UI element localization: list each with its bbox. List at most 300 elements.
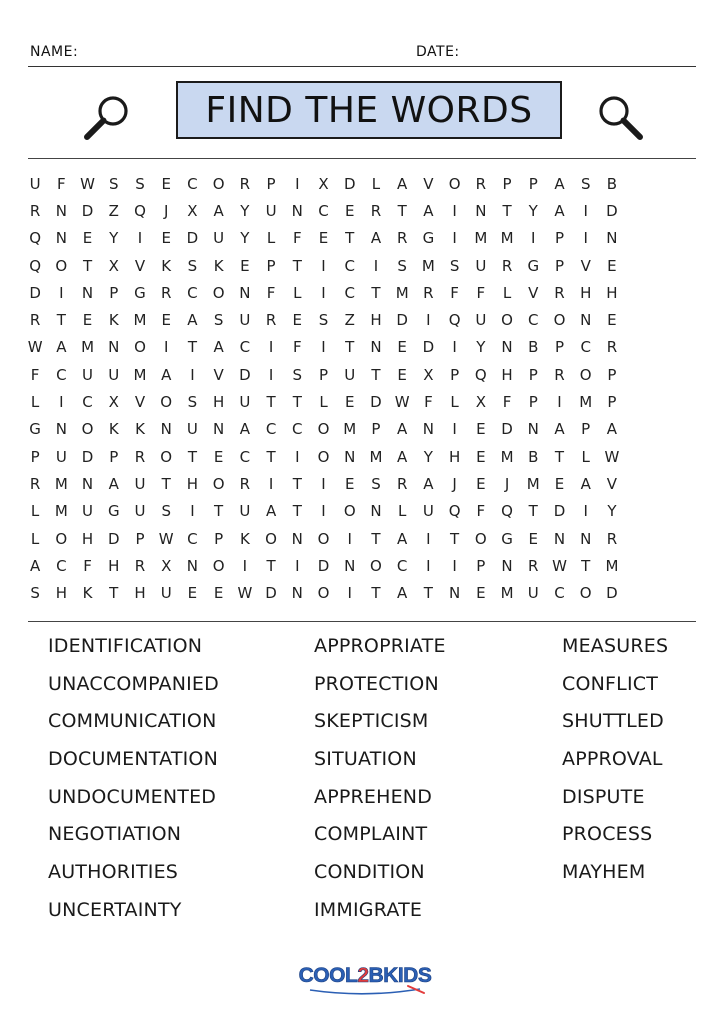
grid-letter: I (295, 174, 300, 193)
grid-letter: I (452, 201, 457, 220)
grid-letter: O (579, 365, 592, 384)
grid-letter: A (397, 420, 408, 439)
grid-letter: P (318, 365, 329, 384)
grid-letter: R (528, 556, 539, 575)
grid-letter: R (501, 256, 513, 275)
grid-letter: F (292, 229, 302, 248)
word-item: APPROPRIATE (314, 635, 446, 657)
grid-letter: O (448, 174, 461, 193)
word-item: MAYHEM (562, 861, 646, 884)
grid-letter: T (214, 502, 224, 521)
word-item: COMPLAINT (314, 823, 428, 846)
grid-letter: H (81, 529, 94, 548)
grid-letter: A (606, 420, 618, 439)
grid-row (22, 225, 704, 252)
grid-letter: L (293, 283, 302, 302)
grid-row (22, 579, 704, 606)
grid-letter: C (554, 584, 565, 603)
grid-letter: C (396, 556, 408, 575)
grid-letter: O (265, 529, 277, 548)
word-item: MEASURES (562, 635, 669, 657)
grid-letter: R (554, 365, 565, 384)
grid-letter: F (424, 393, 433, 412)
grid-letter: O (343, 502, 356, 521)
grid-letter: A (370, 229, 382, 248)
grid-letter: U (82, 365, 94, 384)
grid-letter: N (606, 229, 618, 248)
grid-letter: O (160, 447, 173, 466)
grid-letter: D (317, 556, 330, 575)
grid-letter: N (239, 283, 251, 302)
grid-letter: O (55, 256, 68, 275)
grid-letter: I (268, 365, 274, 384)
grid-letter: U (239, 311, 251, 330)
grid-letter: E (187, 584, 198, 603)
grid-letter: I (426, 311, 431, 330)
grid-letter: A (213, 201, 224, 220)
grid-letter: C (187, 174, 198, 193)
grid-letter: D (81, 447, 94, 466)
grid-letter: E (213, 584, 224, 603)
grid-letter: U (134, 502, 146, 521)
grid-letter: I (268, 338, 274, 357)
grid-letter: X (161, 556, 172, 575)
grid-letter: N (213, 420, 225, 439)
grid-letter: A (29, 556, 41, 575)
grid-letter: P (581, 420, 591, 439)
grid-letter: N (344, 556, 356, 575)
grid-letter: E (554, 474, 565, 493)
grid-letter: S (187, 393, 198, 412)
grid-letter: O (317, 529, 330, 548)
grid-letter: E (213, 447, 224, 466)
grid-letter: R (29, 311, 41, 330)
grid-letter: I (268, 474, 274, 493)
grid-letter: W (237, 584, 253, 603)
grid-letter: A (580, 474, 591, 493)
grid-letter: M (343, 420, 357, 439)
word-item: UNDOCUMENTED (48, 785, 217, 808)
grid-letter: P (528, 365, 538, 384)
grid-letter: H (580, 283, 592, 302)
grid-letter: H (448, 447, 461, 466)
grid-row (22, 388, 704, 415)
grid-row (22, 334, 704, 361)
grid-letter: E (344, 474, 355, 493)
grid-letter: E (397, 338, 407, 357)
grid-letter: C (56, 365, 67, 384)
grid-letter: P (607, 365, 617, 384)
grid-letter: H (108, 556, 120, 575)
grid-letter: T (161, 474, 171, 493)
grid-letter: A (554, 420, 565, 439)
grid-letter: R (134, 447, 146, 466)
grid-letter: L (581, 447, 590, 466)
word-item: CONFLICT (562, 672, 659, 695)
grid-letter: N (580, 311, 592, 330)
grid-letter: I (321, 502, 326, 521)
grid-row (22, 498, 704, 525)
grid-letter: P (109, 283, 119, 302)
grid-letter: E (161, 229, 171, 248)
grid-letter: X (108, 256, 119, 275)
grid-letter: I (190, 365, 195, 384)
grid-letter: O (317, 420, 330, 439)
grid-letter: O (212, 474, 225, 493)
grid-row (22, 443, 704, 470)
grid-letter: T (345, 229, 355, 248)
grid-letter: P (30, 447, 40, 466)
grid-letter: M (579, 393, 593, 412)
grid-letter: M (500, 229, 514, 248)
page-title: FIND THE WORDS (205, 89, 533, 131)
grid-letter: A (554, 174, 565, 193)
grid-letter: N (527, 420, 539, 439)
word-item: COMMUNICATION (48, 710, 217, 733)
grid-letter: A (397, 447, 408, 466)
grid-letter: M (605, 556, 619, 575)
grid-letter: D (606, 201, 618, 220)
word-item: APPROVAL (562, 748, 663, 771)
divider-bottom (28, 621, 696, 622)
grid-letter: R (606, 338, 618, 357)
grid-letter: S (161, 502, 171, 521)
grid-row (22, 416, 704, 443)
grid-letter: T (292, 502, 302, 521)
grid-letter: I (347, 529, 352, 548)
grid-letter: D (29, 283, 41, 302)
grid-letter: F (266, 283, 276, 302)
grid-letter: I (137, 229, 143, 248)
grid-letter: U (239, 502, 251, 521)
grid-row (22, 170, 704, 197)
grid-letter: C (580, 338, 591, 357)
grid-letter: M (500, 584, 514, 603)
date-label: DATE: (416, 44, 460, 60)
grid-letter: I (583, 502, 588, 521)
grid-letter: V (134, 256, 146, 275)
grid-letter: I (426, 529, 431, 548)
grid-letter: I (452, 420, 457, 439)
grid-letter: O (55, 529, 68, 548)
grid-letter: C (187, 529, 198, 548)
grid-letter: N (553, 529, 566, 548)
word-item: DOCUMENTATION (48, 748, 219, 771)
word-item: AUTHORITIES (48, 861, 179, 884)
magnifying-glass-icon (594, 92, 646, 144)
word-column-3 (562, 628, 668, 892)
grid-letter: I (531, 229, 536, 248)
grid-letter: M (133, 311, 147, 330)
grid-letter: N (370, 502, 382, 521)
grid-letter: M (474, 229, 488, 248)
grid-letter: C (239, 447, 251, 466)
grid-letter: I (321, 474, 326, 493)
grid-letter: O (474, 529, 487, 548)
grid-letter: N (55, 201, 67, 220)
grid-letter: C (344, 256, 355, 275)
grid-letter: D (422, 338, 435, 357)
grid-letter: T (187, 338, 197, 357)
grid-letter: N (344, 447, 356, 466)
word-item: DISPUTE (562, 785, 645, 808)
grid-letter: J (504, 474, 510, 493)
grid-letter: U (344, 365, 356, 384)
grid-letter: W (394, 393, 410, 412)
grid-letter: K (108, 420, 119, 439)
grid-letter: X (187, 201, 198, 220)
grid-letter: V (134, 393, 146, 412)
word-column-1 (48, 628, 219, 930)
grid-letter: G (527, 256, 540, 275)
word-item: IMMIGRATE (314, 898, 423, 921)
grid-letter: I (163, 338, 169, 357)
grid-letter: N (291, 201, 303, 220)
grid-letter: O (553, 311, 566, 330)
grid-letter: K (135, 420, 145, 439)
grid-letter: Z (108, 201, 119, 220)
svg-text:COOL2BKIDS: COOL2BKIDS (298, 964, 432, 987)
grid-letter: I (59, 393, 64, 412)
grid-letter: P (214, 529, 224, 548)
grid-letter: T (371, 283, 381, 302)
grid-letter: E (318, 229, 329, 248)
grid-letter: I (295, 556, 300, 575)
grid-letter: D (265, 584, 277, 603)
grid-letter: C (56, 556, 67, 575)
grid-letter: F (30, 365, 40, 384)
grid-letter: W (80, 174, 95, 193)
grid-letter: R (239, 474, 251, 493)
grid-letter: P (502, 174, 512, 193)
grid-letter: C (292, 420, 303, 439)
grid-letter: E (240, 256, 250, 275)
grid-letter: I (452, 556, 457, 575)
grid-letter: R (475, 174, 487, 193)
grid-letter: E (82, 229, 93, 248)
grid-letter: F (476, 283, 486, 302)
grid-letter: N (291, 584, 303, 603)
word-item: NEGOTIATION (48, 823, 182, 846)
grid-letter: K (161, 256, 172, 275)
grid-letter: N (55, 420, 67, 439)
grid-letter: R (554, 283, 565, 302)
grid-letter: B (528, 338, 539, 357)
grid-letter: V (606, 474, 618, 493)
grid-letter: D (501, 420, 513, 439)
grid-letter: R (265, 311, 277, 330)
grid-letter: T (371, 584, 381, 603)
grid-letter: H (370, 311, 382, 330)
grid-letter: T (292, 474, 302, 493)
grid-letter: T (450, 529, 460, 548)
word-bank (0, 628, 724, 928)
grid-row (22, 361, 704, 388)
grid-letter: N (291, 529, 303, 548)
grid-letter: Q (29, 256, 42, 275)
grid-letter: T (56, 311, 66, 330)
grid-letter: O (212, 283, 225, 302)
grid-letter: S (109, 174, 119, 193)
grid-letter: F (450, 283, 459, 302)
grid-letter: T (266, 556, 276, 575)
grid-letter: T (82, 256, 93, 275)
grid-letter: X (423, 365, 434, 384)
grid-letter: Y (476, 338, 486, 357)
grid-letter: P (109, 447, 119, 466)
grid-letter: P (554, 256, 564, 275)
grid-letter: E (476, 584, 486, 603)
grid-letter: U (186, 420, 198, 439)
grid-letter: U (29, 174, 41, 193)
grid-letter: I (295, 447, 300, 466)
grid-letter: F (502, 393, 512, 412)
grid-letter: T (109, 584, 119, 603)
grid-row (22, 252, 704, 279)
grid-letter: N (81, 474, 94, 493)
grid-letter: I (452, 338, 457, 357)
grid-letter: P (266, 174, 276, 193)
grid-letter: G (501, 529, 513, 548)
grid-letter: M (54, 502, 68, 521)
grid-letter: S (187, 256, 198, 275)
grid-letter: U (422, 502, 434, 521)
grid-letter: R (396, 474, 408, 493)
grid-letter: T (397, 201, 407, 220)
grid-letter: M (54, 474, 68, 493)
grid-letter: D (606, 584, 618, 603)
grid-letter: E (476, 447, 486, 466)
grid-letter: D (81, 201, 94, 220)
grid-letter: I (583, 201, 588, 220)
grid-letter: O (317, 584, 330, 603)
grid-letter: T (528, 502, 538, 521)
grid-letter: C (344, 283, 355, 302)
grid-letter: I (373, 256, 379, 275)
word-item: SKEPTICISM (314, 710, 429, 733)
grid-letter: P (371, 420, 381, 439)
grid-letter: M (421, 256, 435, 275)
grid-letter: D (553, 502, 566, 521)
grid-letter: F (292, 338, 302, 357)
name-label: NAME: (30, 44, 79, 60)
grid-letter: C (318, 201, 329, 220)
grid-letter: I (583, 229, 588, 248)
grid-letter: H (134, 584, 146, 603)
grid-letter: E (161, 311, 171, 330)
grid-letter: G (29, 420, 41, 439)
grid-letter: R (606, 529, 618, 548)
word-column-2 (314, 628, 446, 930)
grid-letter: S (30, 584, 40, 603)
grid-letter: E (476, 474, 486, 493)
grid-letter: E (292, 311, 303, 330)
grid-letter: O (579, 584, 592, 603)
grid-letter: S (292, 365, 303, 384)
grid-row (22, 279, 704, 306)
grid-letter: I (321, 256, 326, 275)
grid-letter: D (396, 311, 408, 330)
grid-letter: P (476, 556, 486, 575)
grid-letter: Q (134, 201, 146, 220)
grid-letter: R (396, 229, 408, 248)
grid-letter: P (266, 256, 276, 275)
word-item: APPREHEND (314, 785, 433, 808)
grid-letter: N (108, 338, 120, 357)
grid-letter: A (397, 529, 408, 548)
grid-letter: Y (607, 502, 617, 521)
grid-letter: A (56, 338, 67, 357)
grid-letter: O (212, 556, 225, 575)
grid-letter: O (134, 338, 146, 357)
grid-letter: X (475, 393, 486, 412)
word-item: SHUTTLED (562, 710, 664, 733)
grid-letter: W (158, 529, 174, 548)
grid-letter: N (81, 283, 94, 302)
grid-letter: N (501, 556, 513, 575)
grid-letter: K (239, 529, 250, 548)
grid-letter: U (134, 474, 146, 493)
grid-letter: N (448, 584, 461, 603)
grid-letter: W (27, 338, 43, 357)
grid-letter: A (108, 474, 119, 493)
grid-letter: S (449, 256, 460, 275)
grid-letter: A (397, 174, 408, 193)
grid-letter: A (187, 311, 198, 330)
grid-letter: P (450, 365, 460, 384)
grid-letter: R (134, 556, 146, 575)
grid-letter: P (607, 393, 617, 412)
word-search-grid (22, 170, 704, 607)
grid-letter: P (554, 338, 564, 357)
grid-letter: E (528, 529, 538, 548)
grid-letter: E (397, 365, 407, 384)
word-item: PROTECTION (314, 672, 439, 695)
grid-row (22, 525, 704, 552)
grid-letter: U (55, 447, 67, 466)
grid-letter: Y (240, 201, 250, 220)
grid-letter: O (212, 174, 225, 193)
grid-letter: T (345, 338, 355, 357)
grid-letter: X (318, 174, 329, 193)
grid-row (22, 552, 704, 579)
grid-letter: N (475, 201, 487, 220)
grid-letter: C (187, 283, 198, 302)
word-item: SITUATION (314, 748, 417, 771)
grid-letter: F (57, 174, 66, 193)
grid-letter: O (501, 311, 513, 330)
grid-letter: N (55, 229, 67, 248)
word-item: UNACCOMPANIED (48, 672, 219, 695)
grid-letter: R (239, 174, 251, 193)
grid-letter: P (528, 174, 538, 193)
grid-letter: U (239, 393, 251, 412)
grid-letter: J (452, 474, 457, 493)
grid-letter: T (292, 393, 302, 412)
grid-letter: A (239, 420, 250, 439)
grid-letter: L (266, 229, 276, 248)
grid-row (22, 306, 704, 333)
grid-letter: L (319, 393, 328, 412)
grid-letter: J (163, 201, 169, 220)
grid-letter: Y (109, 229, 119, 248)
grid-letter: H (606, 283, 618, 302)
grid-letter: Z (344, 311, 355, 330)
grid-letter: U (213, 229, 225, 248)
title-box (176, 81, 562, 139)
grid-row (22, 470, 704, 497)
grid-letter: A (423, 201, 434, 220)
